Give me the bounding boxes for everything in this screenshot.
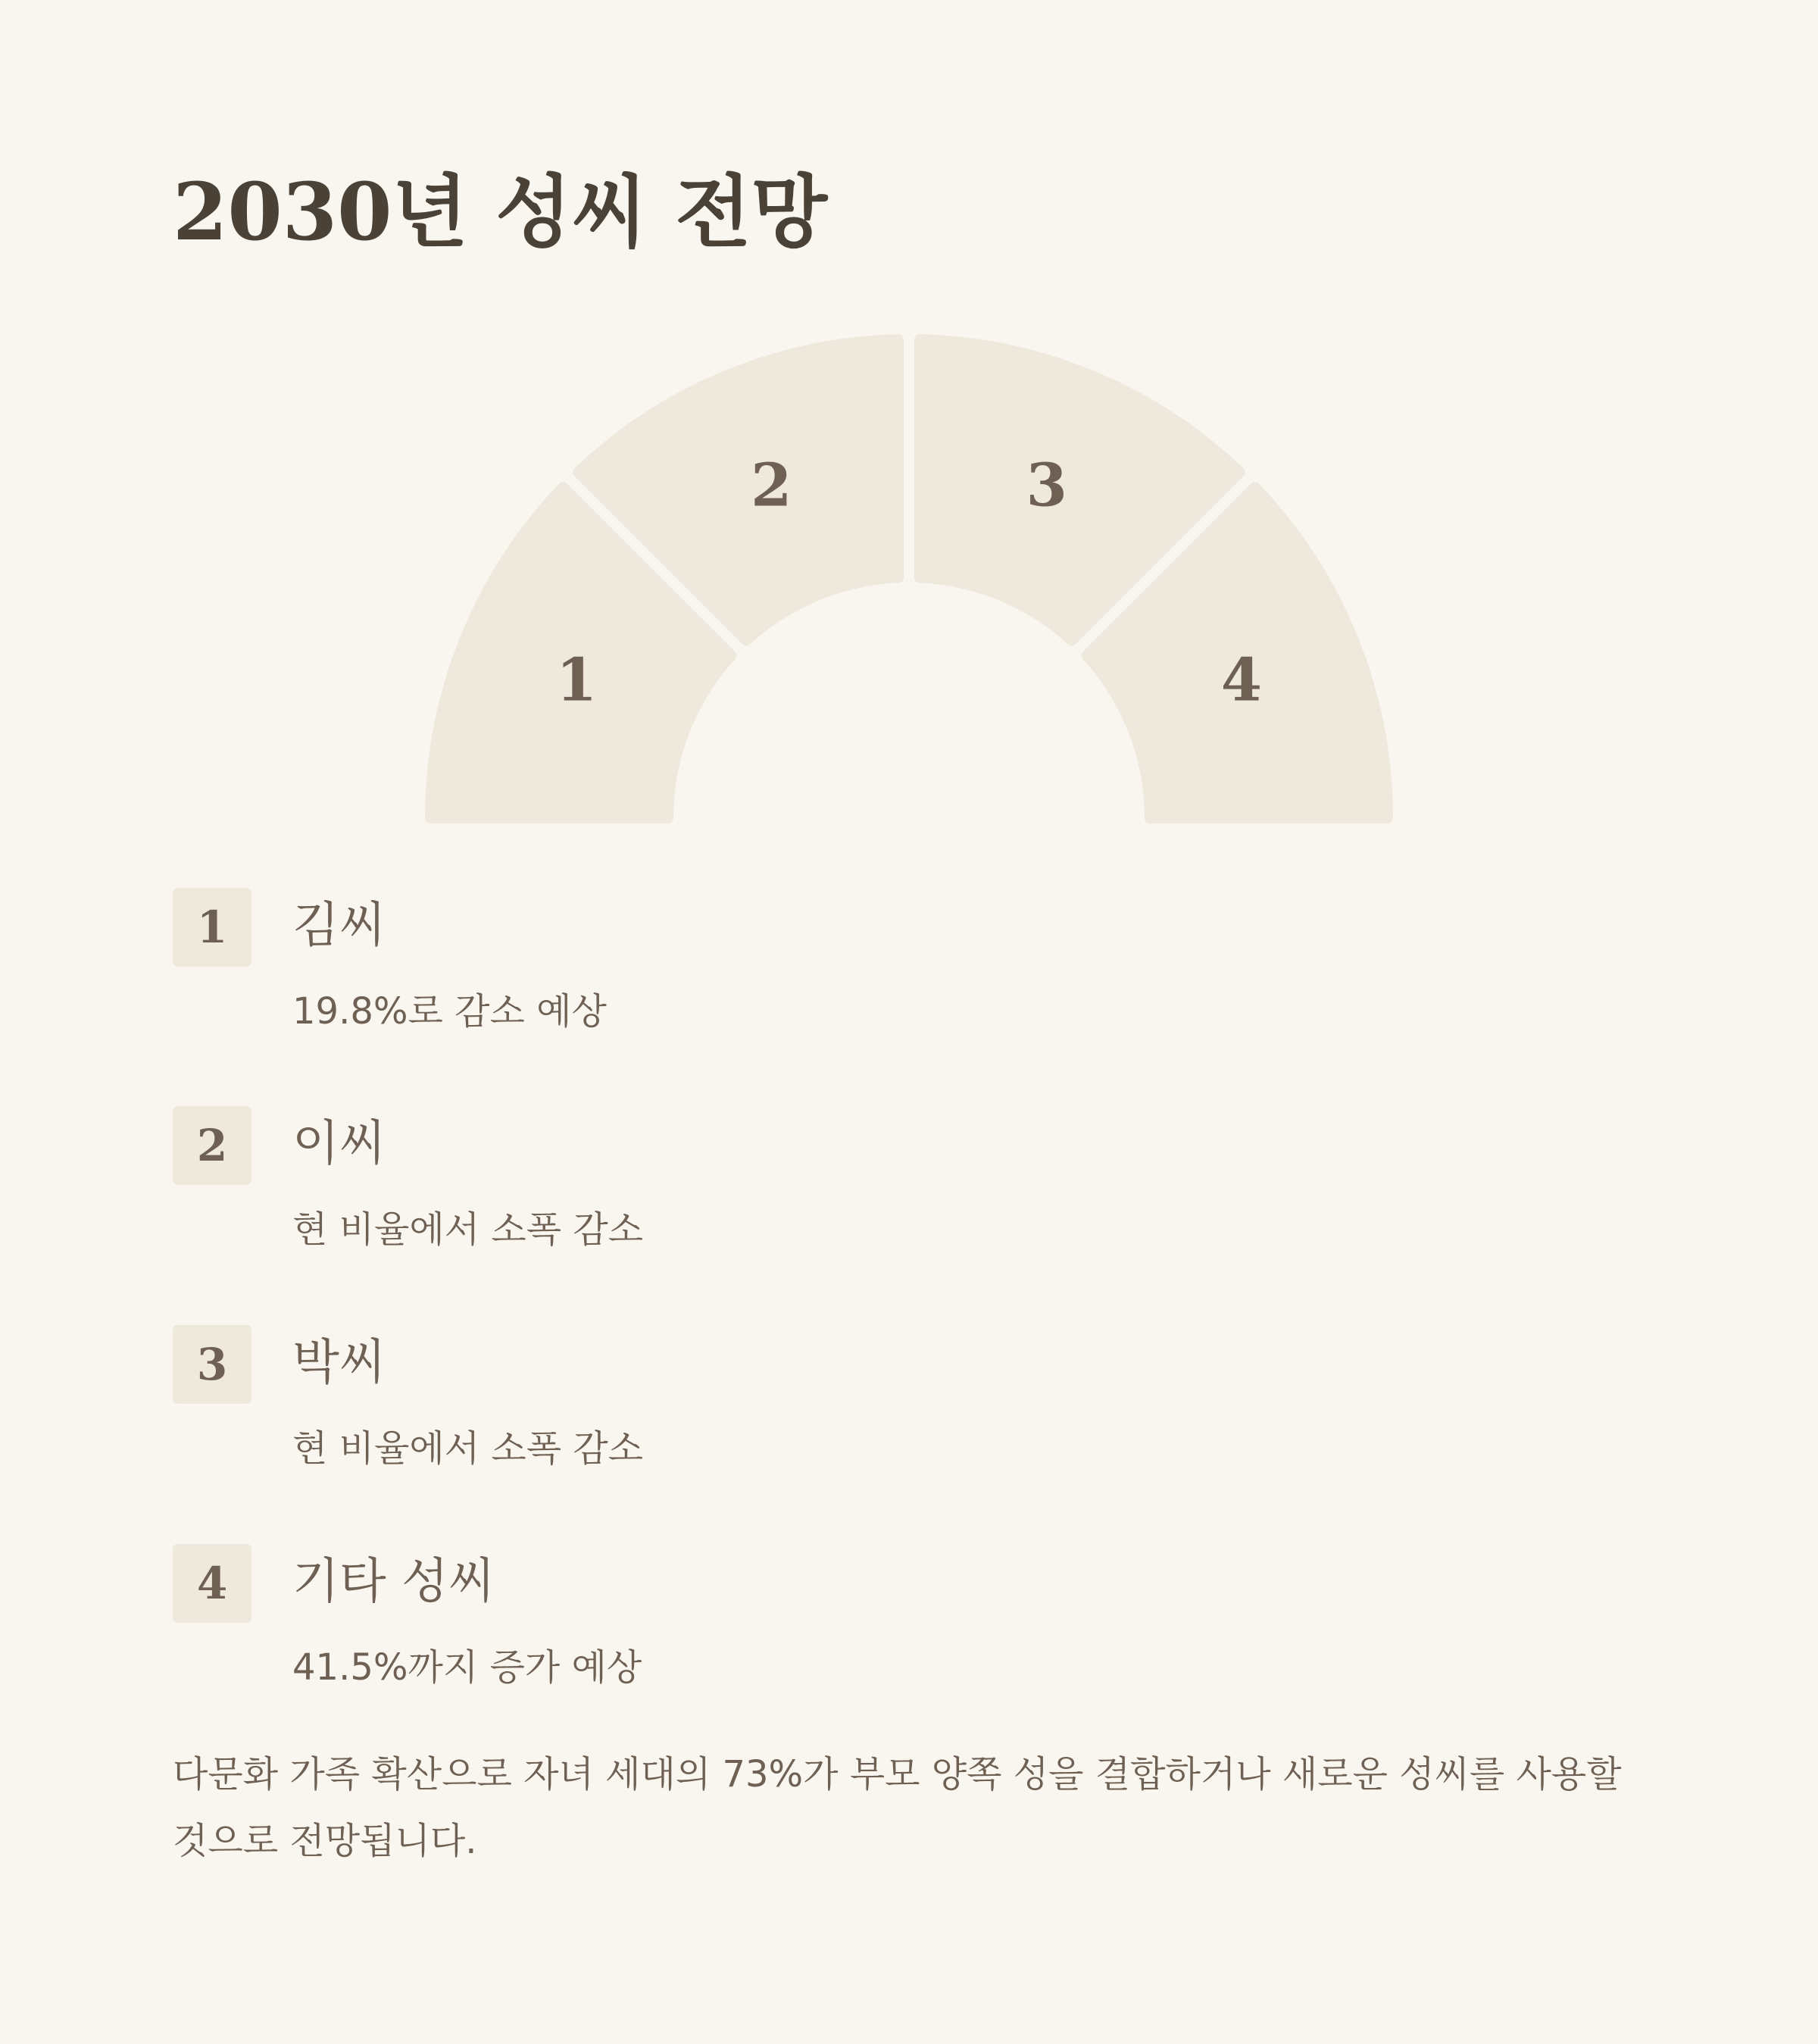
item-description: 41.5%까지 증가 예상 [292, 1646, 642, 1689]
item-name: 박씨 [292, 1335, 386, 1391]
item-description: 19.8%로 감소 예상 [292, 990, 607, 1033]
number-badge: 1 [173, 888, 251, 967]
page-title: 2030년 성씨 전망 [173, 165, 828, 258]
legend-item-2 [173, 1106, 1612, 1273]
legend-item-4 [173, 1544, 1612, 1711]
legend-item-1 [173, 888, 1612, 1055]
gauge-segment-label: 2 [751, 451, 792, 520]
legend-item-3 [173, 1325, 1612, 1492]
footnote: 다문화 가족 확산으로 자녀 세대의 73%가 부모 양쪽 성을 결합하거나 새로운 성씨를 사용할 것으로 전망됩니다. [173, 1753, 1622, 1862]
number-badge: 4 [173, 1544, 251, 1623]
number-badge: 3 [173, 1325, 251, 1404]
semicircle-gauge [0, 0, 1818, 849]
number-badge: 2 [173, 1106, 251, 1185]
item-description: 현 비율에서 소폭 감소 [292, 1427, 644, 1470]
gauge-segment-label: 4 [1220, 645, 1262, 715]
gauge-segment-label: 3 [1026, 451, 1067, 520]
item-name: 기타 성씨 [292, 1554, 495, 1610]
gauge-segment-label: 1 [556, 645, 598, 715]
item-name: 이씨 [292, 1116, 386, 1172]
item-name: 김씨 [292, 898, 386, 954]
item-description: 현 비율에서 소폭 감소 [292, 1208, 644, 1251]
